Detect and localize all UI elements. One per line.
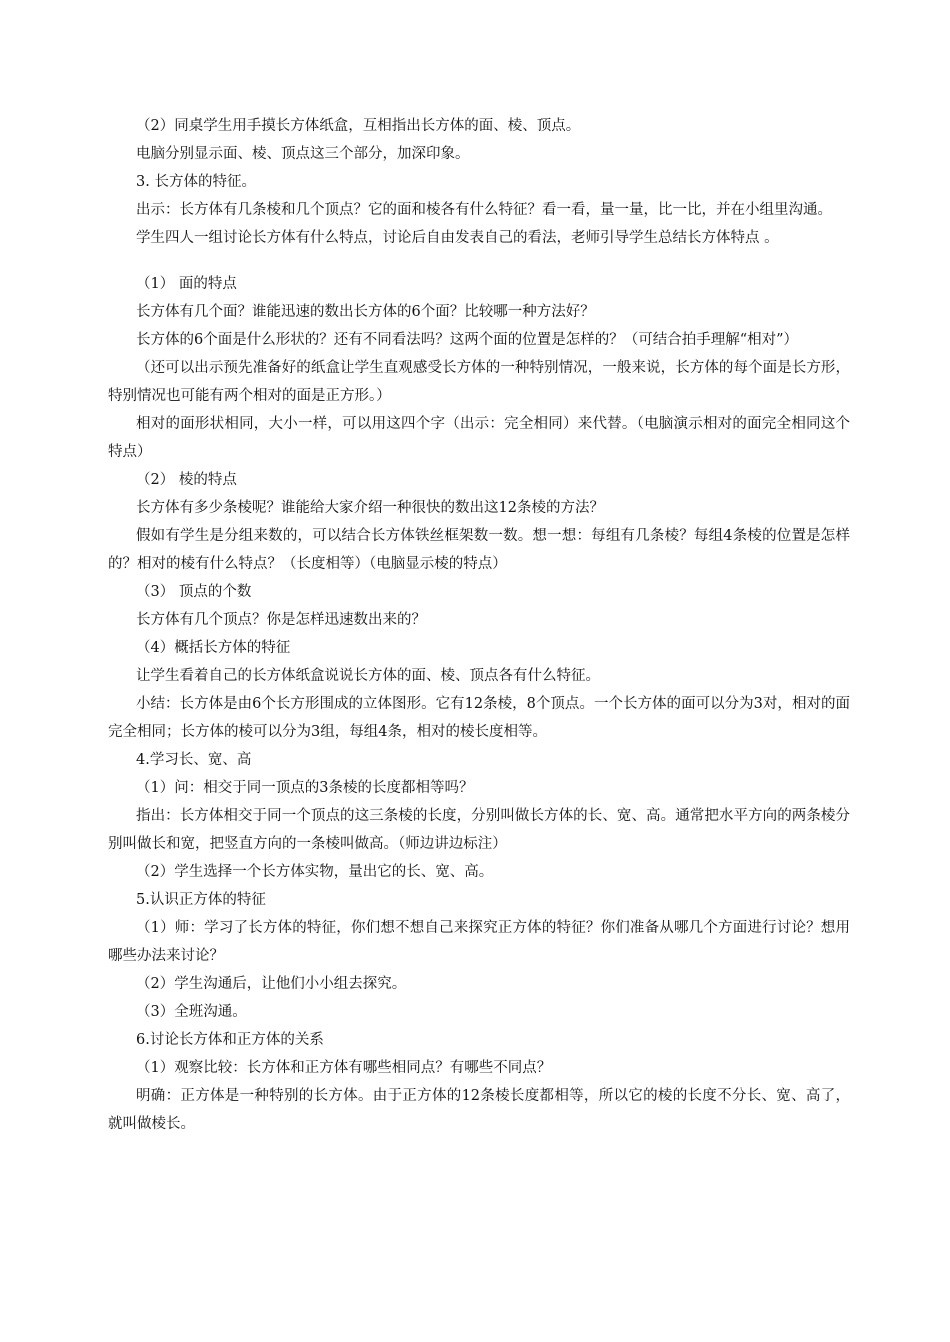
heading-summarize-features: （4）概括长方体的特征 (136, 640, 291, 656)
document-body (108, 112, 850, 1138)
paragraph-count-vertices: 长方体有几个顶点？你是怎样迅速数出来的？ (136, 612, 426, 628)
heading-cuboid-features: 3. 长方体的特征。 (136, 174, 256, 190)
heading-edge-features: （2） 棱的特点 (136, 472, 237, 488)
paragraph-count-edges: 长方体有多少条棱呢？谁能给大家介绍一种很快的数出这12条棱的方法？ (136, 500, 604, 516)
heading-relationship: 6.讨论长方体和正方体的关系 (136, 1032, 324, 1048)
paragraph-teacher-question: （1）师：学习了长方体的特征，你们想不想自己来探究正方体的特征？你们准备从哪几个方面进行讨论？想用哪些办法来讨论？ (108, 920, 850, 964)
heading-vertex-count: （3） 顶点的个数 (136, 584, 252, 600)
paragraph-edge-groups: 假如有学生是分组来数的，可以结合长方体铁丝框架数一数。想一想：每组有几条棱？每组4条棱的位置是怎样的？相对的棱有什么特点？（长度相等）（电脑显示棱的特点） (108, 528, 850, 572)
paragraph-point-out: 指出：长方体相交于同一个顶点的这三条棱的长度，分别叫做长方体的长、宽、高。通常把水平方向的两条棱分别叫做长和宽，把竖直方向的一条棱叫做高。（师边讲边标注） (108, 808, 850, 852)
paragraph-group-explore: （2）学生沟通后，让他们小小组去探究。 (136, 976, 407, 992)
heading-face-features: （1） 面的特点 (136, 276, 237, 292)
paragraph-class-share: （3）全班沟通。 (136, 1004, 247, 1020)
paragraph-show-questions: 出示：长方体有几条棱和几个顶点？它的面和棱各有什么特征？看一看，量一量，比一比，并在小组里沟通。 (136, 202, 832, 218)
paragraph-spacer (108, 252, 850, 270)
paragraph-group-discussion: 学生四人一组讨论长方体有什么特点，讨论后自由发表自己的看法，老师引导学生总结长方体特点 。 (136, 230, 779, 246)
paragraph-opposite-faces: 相对的面形状相同，大小一样，可以用这四个字（出示：完全相同）来代替。（电脑演示相对的面完全相同这个特点） (108, 416, 850, 460)
paragraph-activity-2: （2）同桌学生用手摸长方体纸盒，互相指出长方体的面、棱、顶点。 (136, 118, 581, 134)
paragraph-face-shape: 长方体的6个面是什么形状的？还有不同看法吗？这两个面的位置是怎样的？（可结合拍手理解“相对”） (136, 332, 799, 348)
paragraph-count-faces: 长方体有几个面？谁能迅速的数出长方体的6个面？比较哪一种方法好？ (136, 304, 595, 320)
paragraph-measure-object: （2）学生选择一个长方体实物，量出它的长、宽、高。 (136, 864, 494, 880)
paragraph-special-case: （还可以出示预先准备好的纸盒让学生直观感受长方体的一种特别情况，一般来说，长方体的每个面是长方形，特别情况也可能有两个相对的面是正方形。） (108, 360, 850, 404)
heading-cube-features: 5.认识正方体的特征 (136, 892, 266, 908)
paragraph-computer-display: 电脑分别显示面、棱、顶点这三个部分，加深印象。 (136, 146, 470, 162)
paragraph-summary: 小结：长方体是由6个长方形围成的立体图形。它有12条棱，8个顶点。一个长方体的面可以分为3对，相对的面完全相同；长方体的棱可以分为3组，每组4条，相对的棱长度相等。 (108, 696, 850, 740)
paragraph-compare: （1）观察比较：长方体和正方体有哪些相同点？有哪些不同点？ (136, 1060, 552, 1076)
heading-length-width-height: 4.学习长、宽、高 (136, 752, 252, 768)
paragraph-conclusion: 明确：正方体是一种特别的长方体。由于正方体的12条棱长度都相等，所以它的棱的长度不分长、宽、高了，就叫做棱长。 (108, 1088, 850, 1132)
paragraph-question-edges: （1）问：相交于同一顶点的3条棱的长度都相等吗？ (136, 780, 474, 796)
paragraph-students-describe: 让学生看着自己的长方体纸盒说说长方体的面、棱、顶点各有什么特征。 (136, 668, 600, 684)
